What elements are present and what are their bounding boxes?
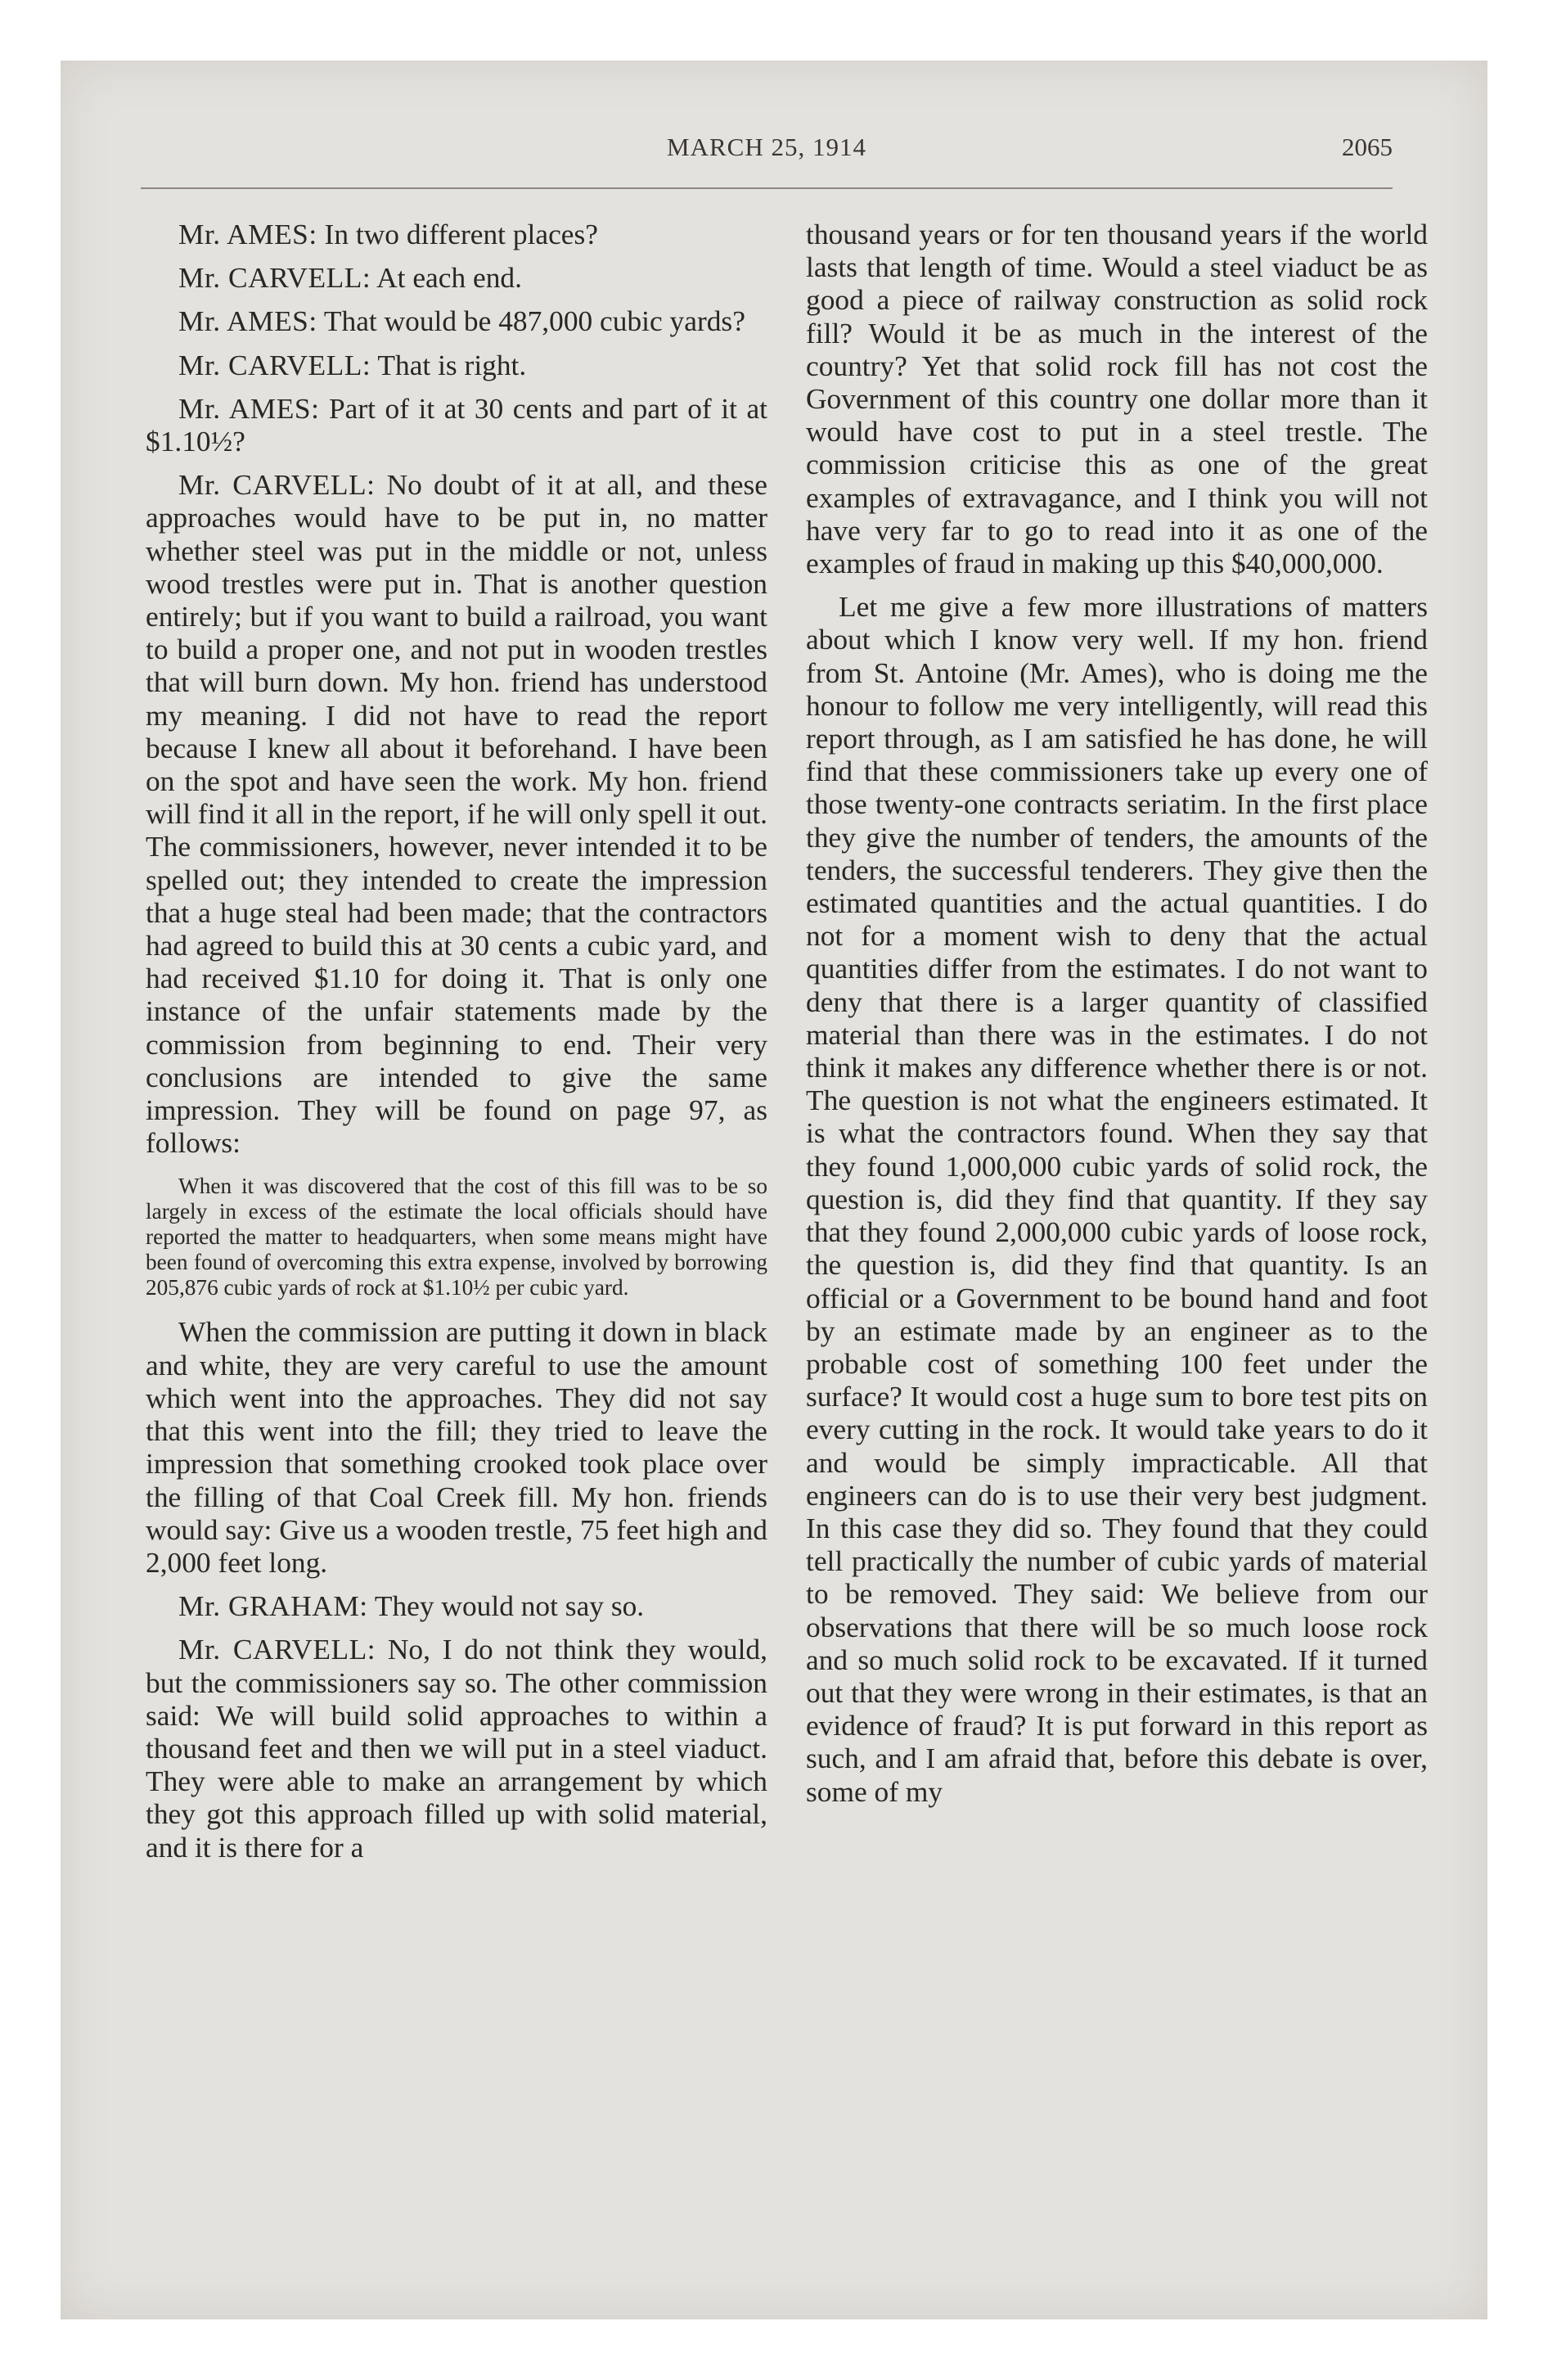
speaker-name: Mr. CARVELL: — [178, 468, 376, 502]
page-header — [141, 133, 1393, 175]
speaker-name: Mr. CARVELL: — [178, 261, 371, 295]
quote-text: When it was discovered that the cost of this fill was to be so largely in excess of the estimate the local officials should have reported the matter to headquarters, when some means might have been found of overcoming this extra expense, involved by borrowing 205,876 cubic yards of rock at $1.10½ per cubic yard. — [146, 1174, 767, 1300]
paragraph — [146, 349, 767, 381]
speech-text: They would not say so. — [367, 1589, 645, 1623]
speech-text: That is right. — [371, 348, 527, 381]
speech-text: No, I do not think they would, but the commissioners say so. The other commission said: We will build solid approaches to within a thousand feet and then we will put in a steel viaduct. They were able to make an arrangement by which they got this approach filled up with solid material, and it is there for a — [146, 1633, 767, 1864]
speech-text: In two different places? — [317, 218, 598, 250]
speaker-name: Mr. AMES: — [178, 391, 320, 425]
paragraph — [146, 1315, 767, 1579]
speech-text: No doubt of it at all, and these approaches would have to be put in, no matter whether steel was put in the middle or not, unless wood trestles were put in. That is another question entirely; but if you want to build a railroad, you want to build a proper one, and not put in wooden trestles that will burn down. My hon. friend has understood my meaning. I did not have to read the report because I knew all about it beforehand. I have been on the spot and have seen the work. My hon. friend will find it all in the report, if he will only spell it out. The commissioners, however, never intended it to be spelled out; they intended to create the impression that a huge steal had been made; that the contractors had agreed to build this at 30 cents a cubic yard, and had received $1.10 for doing it. That is only one instance of the unfair statements made by the commission from beginning to end. Their very conclusions are intended to give the same impression. They will be found on page 97, as follows: — [146, 468, 767, 1160]
speaker-name: Mr. AMES: — [178, 304, 317, 338]
speaker-name: Mr. GRAHAM: — [178, 1589, 368, 1623]
paragraph: Let me give a few more illustrations of matters about which I know very well. If my hon. friend from St. Antoine (Mr. Ames), who is doing me the honour to follow me very intelligently, will read this report through, as I am satisfied he has done, he will find that these commissioners take up every one of those twenty-one contracts seriatim. In the first place they give the number of tenders, the amounts of the tenders, the successful tenderers. They give then the estimated quantities and the actual quantities. I do not for a moment wish to deny that the actual quantities differ from the estimates. I do not want to deny that there is a larger quantity of classified material than there was in the estimates. I do not think it makes any difference whether there is or not. The question is not what the engineers estimated. It is what the contractors found. When they say that they found 1,000,000 cubic yards of solid rock, the question is, did they find that quantity. If they say that they found 2,000,000 cubic yards of loose rock, the question is, did they find that quantity. Is an official or a Government to be bound hand and foot by an estimate made by an engineer as to the probable cost of something 100 feet under the surface? It would cost a huge sum to bore test pits on every cutting in the rock. It would take years to do it and would be simply impracticable. All that engineers can do is to use their very best judgment. In this case they did so. They found that they could tell practically the number of cubic yards of material to be removed. They said: We believe from our observations that there will be so much loose rock and so much solid rock to be excavated. If it turned out that they were wrong in their estimates, is that an evidence of fraud? It is put forward in this report as such, and I am afraid that, before this debate is over, some of my — [806, 590, 1428, 1808]
header-rule — [141, 187, 1393, 189]
running-head: MARCH 25, 1914 — [667, 133, 866, 161]
paragraph-continued: thousand years or for ten thousand years if the world lasts that length of time. Would a steel viaduct be as good a piece of railway construction as solid rock fill? Would it be as much in the interest of the country? Yet that solid rock fill has not cost the Government of this country one dollar more than it would have cost to put in a steel trestle. The commission criticise this as one of the great examples of extravagance, and I think you will not have very far to go to read into it as one of the examples of fraud in making up this $40,000,000. — [806, 218, 1428, 580]
speaker-name: Mr. CARVELL: — [178, 348, 371, 381]
paragraph — [146, 218, 767, 250]
block-quote — [146, 1174, 767, 1300]
speech-text: At each end. — [371, 261, 522, 295]
paragraph — [146, 304, 767, 337]
paragraph — [146, 1633, 767, 1863]
left-column — [146, 218, 767, 1874]
speech-text: That would be 487,000 cubic yards? — [317, 304, 745, 338]
speech-text: Part of it at 30 cents and part of it at $1.10½? — [146, 391, 768, 458]
speech-text: When the commission are putting it down in black and white, they are very careful to use the amount which went into the approaches. They did not say that this went into the fill; they tried to leave the impression that something crooked took place over the filling of that Coal Creek fill. My hon. friends would say: Give us a wooden trestle, 75 feet high and 2,000 feet long. — [146, 1315, 767, 1579]
paragraph — [146, 392, 767, 458]
paragraph — [146, 1589, 767, 1622]
paragraph — [146, 261, 767, 294]
speaker-name: Mr. CARVELL: — [178, 1633, 376, 1666]
paragraph — [146, 468, 767, 1159]
right-column — [806, 218, 1428, 1819]
page-number: 2065 — [1342, 133, 1393, 161]
speaker-name: Mr. AMES: — [178, 218, 317, 250]
